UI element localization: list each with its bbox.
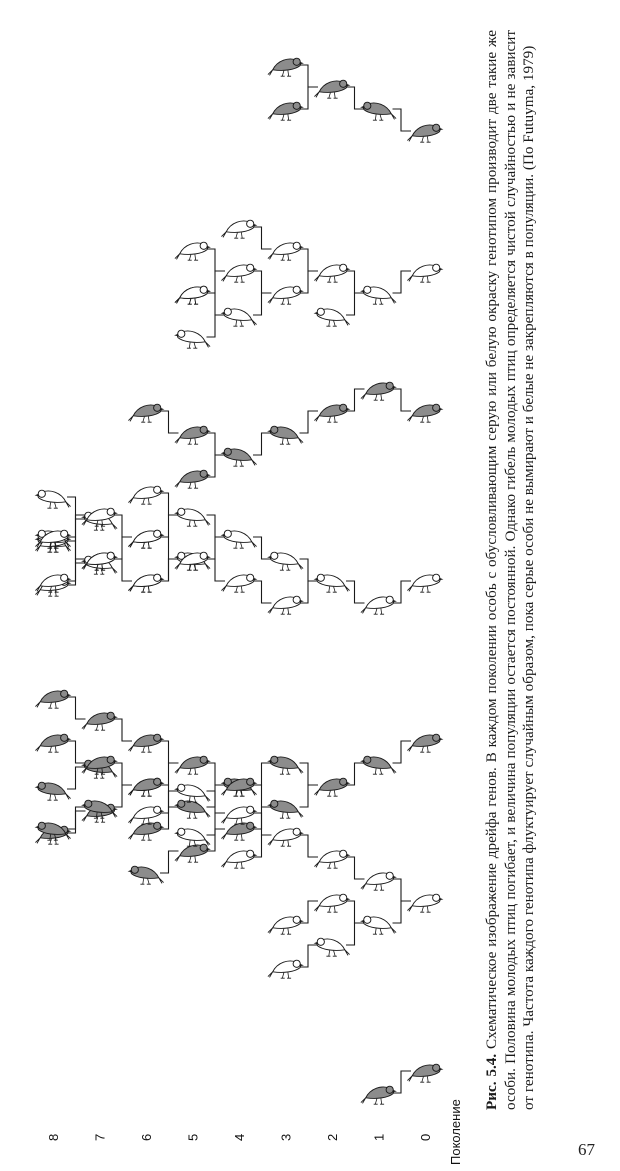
lineage-connector [300,559,319,581]
white-bird-icon [175,286,211,304]
lineage-connector [207,785,226,807]
lineage-connector [393,109,412,131]
white-bird-icon [128,530,164,548]
gray-bird-icon [361,382,397,400]
lineage-connector [160,791,179,813]
lineage-connector [160,559,179,581]
gray-bird-icon [128,404,164,422]
gray-bird-icon [175,426,211,444]
lineage-connector [207,829,226,851]
white-bird-icon [128,486,164,504]
white-bird-icon [407,894,443,912]
lineage-connector [253,835,272,857]
lineage-connector [160,807,179,829]
generation-label: 7 [92,1133,108,1141]
white-bird-icon [360,286,396,304]
white-bird-icon [268,916,304,934]
lineage-connector [253,813,272,835]
lineage-connector [300,835,319,857]
white-bird-icon [268,960,304,978]
white-bird-icon [174,330,210,348]
lineage-connector [300,271,319,293]
white-bird-icon [407,574,443,592]
lineage-connector [300,65,319,87]
gray-bird-icon [360,102,396,120]
lineage-connector [253,293,272,315]
lineage-connector [160,741,179,763]
lineage-connector [346,857,365,879]
lineage-connector [346,923,365,945]
gray-bird-icon [35,734,71,752]
lineage-connector [114,719,133,741]
lineage-connector [160,537,179,559]
generation-label: 4 [232,1133,247,1141]
lineage-connector [207,763,226,785]
lineage-connector [346,87,365,109]
lineage-connector [160,411,179,433]
lineage-connector [67,697,86,719]
lineage-connector [300,945,319,967]
white-bird-icon [174,784,210,802]
lineage-connector [393,271,412,293]
generation-axis-title: Поколение [448,1099,463,1165]
white-bird-icon [174,508,210,526]
lineage-connector [253,271,272,293]
lineage-connector [67,497,86,519]
white-bird-icon [175,242,211,260]
lineage-connector [300,249,319,271]
gray-bird-icon [407,404,443,422]
gray-bird-icon [268,58,304,76]
lineage-connector [114,763,133,785]
generation-label: 1 [371,1133,387,1141]
lineage-connector [67,767,86,789]
gray-bird-icon [314,80,350,98]
lineage-connector [114,559,133,581]
generation-label: 5 [185,1133,201,1141]
lineage-connector [114,537,133,559]
lineage-connector [207,271,226,293]
white-bird-icon [314,574,350,592]
lineage-connector [253,227,272,249]
lineage-connector [160,515,179,537]
page-number: 67 [578,1140,595,1159]
lineage-connector [207,455,226,477]
lineage-connector [67,741,86,763]
lineage-connector [207,515,226,537]
lineage-connector [393,901,412,923]
lineage-connector [67,537,86,559]
lineage-connector [346,901,365,923]
lineage-connector [253,581,272,603]
lineage-connector [67,563,86,585]
caption-text: Схематическое изображение дрейфа генов. В каждом поколении особь с обусловливающим серую или белую окраску генотипом производит две такие же особи. Половина молодых птиц погибает, и величина популяции остается постоянной. Однако гибель молодых птиц определяется чистой случайностью и не зависит от генотипа. Частота каждого генотипа флуктуирует случайным образом, пока серые особи не вымирают и белые не закрепляются в популяции. (По Futuyma, 1979) [483,29,538,1110]
white-bird-icon [174,828,210,846]
gray-bird-icon [407,124,443,142]
gray-bird-icon [221,448,257,466]
lineage-connector [207,293,226,315]
white-bird-icon [314,264,350,282]
white-bird-icon [314,894,350,912]
white-bird-icon [268,286,304,304]
figure-caption [483,30,608,1110]
lineage-connector [160,851,179,873]
generation-label: 3 [278,1133,294,1141]
white-bird-icon [268,828,304,846]
lineage-connector [160,763,179,785]
lineage-connector [253,807,272,829]
gray-bird-icon [82,712,118,730]
lineage-connector [300,581,319,603]
lineage-connector [300,785,319,807]
gray-bird-icon [128,822,164,840]
gray-bird-icon [35,782,71,800]
white-bird-icon [221,530,257,548]
lineage-connector [393,879,412,901]
lineage-connector [207,433,226,455]
white-bird-icon [221,308,257,326]
gray-bird-icon [360,756,396,774]
lineage-connector [393,741,412,763]
gray-bird-icon [128,866,164,884]
gray-bird-icon [35,690,71,708]
generation-label: 6 [139,1133,154,1141]
white-bird-icon [360,916,396,934]
lineage-connector [207,249,226,271]
lineage-connector [114,515,133,537]
white-bird-icon [361,872,397,890]
lineage-connector [67,541,86,563]
lineage-connector [300,901,319,923]
lineage-connector [253,537,272,559]
lineage-connector [346,389,365,411]
lineage-connector [67,807,86,829]
lineage-connector [393,1071,412,1093]
lineage-connector [300,763,319,785]
white-bird-icon [314,850,350,868]
lineage-connector [67,811,86,833]
gray-bird-icon [128,734,164,752]
white-bird-icon [267,552,303,570]
lineage-connector [114,785,133,807]
lineage-connector [207,559,226,581]
gray-bird-icon [407,734,443,752]
white-bird-icon [221,806,257,824]
white-bird-icon [221,264,257,282]
lineage-connector [67,519,86,541]
lineage-connector [207,537,226,559]
lineage-connector [346,293,365,315]
gray-bird-icon [407,1064,443,1082]
lineage-connector [253,433,272,455]
gray-bird-icon [268,102,304,120]
generation-label: 8 [46,1133,61,1141]
figure-number: Рис. 5.4. [483,1053,500,1110]
white-bird-icon [128,574,164,592]
white-bird-icon [128,806,164,824]
lineage-connector [300,411,319,433]
lineage-connector [253,785,272,807]
white-bird-icon [314,308,350,326]
white-bird-icon [407,264,443,282]
gray-bird-icon [221,822,257,840]
gray-bird-icon [314,778,350,796]
lineage-connector [393,581,412,603]
lineage-connector [300,87,319,109]
gray-bird-icon [267,426,303,444]
gray-bird-icon [267,800,303,818]
lineage-connector [346,763,365,785]
lineage-connector [160,785,179,807]
white-bird-icon [221,850,257,868]
lineage-connector [67,559,86,581]
gray-bird-icon [267,756,303,774]
gray-bird-icon [175,470,211,488]
gray-bird-icon [174,800,210,818]
white-bird-icon [221,574,257,592]
lineage-connector [393,389,412,411]
gray-bird-icon [175,756,211,774]
white-bird-icon [268,596,304,614]
gray-bird-icon [361,1086,397,1104]
gray-bird-icon [175,844,211,862]
white-bird-icon [221,220,257,238]
lineage-connector [67,515,86,537]
generation-label: 0 [418,1133,433,1141]
white-bird-icon [314,938,350,956]
white-bird-icon [35,490,71,508]
gray-bird-icon [128,778,164,796]
lineage-connector [160,493,179,515]
gray-bird-icon [314,404,350,422]
white-bird-icon [361,596,397,614]
lineage-connector [346,271,365,293]
generation-label: 2 [325,1133,340,1141]
white-bird-icon [268,242,304,260]
lineage-connector [160,559,179,581]
lineage-connector [346,581,365,603]
lineage-connector [253,763,272,785]
lineage-connector [207,315,226,337]
